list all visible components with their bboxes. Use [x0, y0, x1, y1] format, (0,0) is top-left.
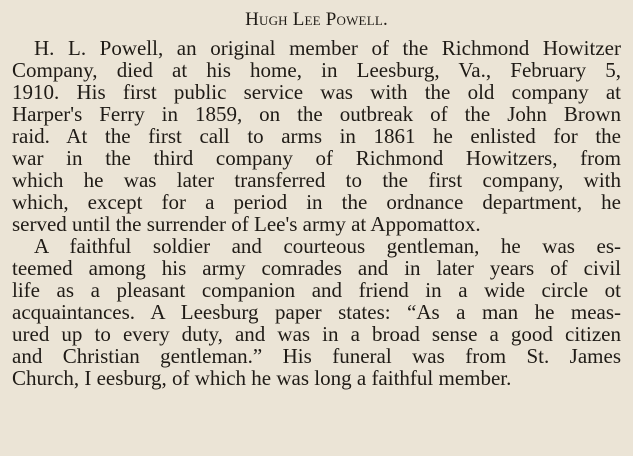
paragraph-1-line-1: H. L. Powell, an original member of the Richmond Howitzer [34, 36, 621, 60]
paragraph-2-line-6: and Christian gentleman.” His funeral was from St. James [12, 344, 621, 368]
paragraph-2-line-2: teemed among his army comrades and in later years of civil [12, 256, 621, 280]
paragraph-1-line-3: 1910. His first public service was with the old company at [12, 80, 621, 104]
paragraph-1-line-8: which, except for a period in the ordnance department, he [12, 190, 621, 214]
paragraph-2-line-7: Church, I eesburg, of which he was long a faithful member. [12, 366, 512, 390]
paragraph-1-line-6: war in the third company of Richmond Howitzers, from [12, 146, 621, 170]
paragraph-1-line-7: which he was later transferred to the first company, with [12, 168, 621, 192]
paragraph-1-line-9: served until the surrender of Lee's army at Appomattox. [12, 212, 481, 236]
paragraph-2-line-3: life as a pleasant companion and friend in a wide circle ot [12, 278, 621, 302]
paragraph-2-line-4: acquaintances. A Leesburg paper states: “As a man he meas- [12, 300, 621, 324]
paragraph-1-line-4: Harper's Ferry in 1859, on the outbreak of the John Brown [12, 102, 621, 126]
paragraph-2-line-1: A faithful soldier and courteous gentleman, he was es- [34, 234, 621, 258]
paragraph-1-line-5: raid. At the first call to arms in 1861 he enlisted for the [12, 124, 621, 148]
article-body [12, 37, 621, 389]
paragraph-2-line-5: ured up to every duty, and was in a broad sense a good citizen [12, 322, 621, 346]
paragraph-1-line-2: Company, died at his home, in Leesburg, Va., February 5, [12, 58, 621, 82]
article-title: Hugh Lee Powell. [245, 9, 388, 30]
